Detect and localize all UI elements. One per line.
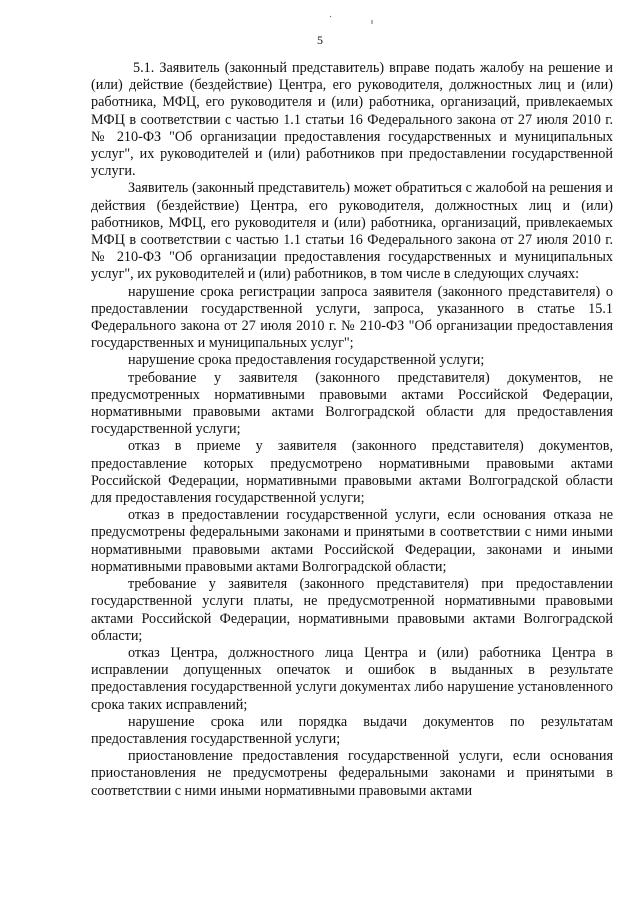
list-item-unlawful-fee: требование у заявителя (законного представителя) при предоставлении государственной услуги платы, не предусмотренной нормативными правовыми актами Российской Федерации, нормативными правовыми актами Волгоградской области; [91, 576, 613, 644]
paragraph-5-1: 5.1. Заявитель (законный представитель) вправе подать жалобу на решение и (или) действие (бездействие) Центра, его руководителя, должностных лиц и (или) работника, МФЦ, его руководителя и (или) работника, организаций, привлекаемых МФЦ в соответствии с частью 1.1 статьи 16 Федерального закона от 27 июля 2010 г. № 210-ФЗ "Об организации предоставления государственных и муниципальных услуг", их руководителей и (или) работников при предоставлении государственной услуги. [91, 60, 613, 180]
list-item-document-issuance-violation: нарушение срока или порядка выдачи документов по результатам предоставления государственной услуги; [91, 713, 613, 747]
list-item-correction-refusal: отказ Центра, должностного лица Центра и (или) работника Центра в исправлении допущенных опечаток и ошибок в выданных в результате предоставления государственной услуги документах либо нарушение установленного срока таких исправлений; [91, 644, 613, 713]
list-item-service-term-violation: нарушение срока предоставления государственной услуги; [128, 352, 485, 369]
page-number: 5 [317, 33, 323, 47]
list-item-document-acceptance-refusal: отказ в приеме у заявителя (законного представителя) документов, предоставление которых предусмотрено нормативными правовыми актами Российской Федерации, нормативными правовыми актами Волгоградской области для предоставления государственной услуги; [91, 438, 613, 507]
list-item-service-refusal: отказ в предоставлении государственной услуги, если основания отказа не предусмотрены федеральными законами и принятыми в соответствии с ними иными нормативными правовыми актами Российской Федерации, законами и иными нормативными правовыми актами Волгоградской области; [91, 507, 613, 575]
document-body [91, 60, 613, 800]
scan-artifact-mark [320, 8, 380, 26]
list-item-extra-documents-requirement: требование у заявителя (законного представителя) документов, не предусмотренных нормативными правовыми актами Российской Федерации, нормативными правовыми актами Волгоградской области для предоставления государственной услуги; [91, 369, 613, 438]
list-item-registration-violation: нарушение срока регистрации запроса заявителя (законного представителя) о предоставлении государственной услуги, запроса, указанного в статье 15.1 Федерального закона от 27 июля 2010 г. № 210-ФЗ "Об организации предоставления государственных и муниципальных услуг"; [91, 283, 613, 352]
paragraph-complaint-cases: Заявитель (законный представитель) может обратиться с жалобой на решения и действия (бездействие) Центра, его руководителя, должностных лиц и (или) работников, МФЦ, его руководителя и (или) работника, организаций, привлекаемых МФЦ в соответствии с частью 1.1 статьи 16 Федерального закона от 27 июля 2010 г. № 210-ФЗ "Об организации предоставления государственных и муниципальных услуг", их руководителей и (или) работников, в том числе в следующих случаях: [91, 180, 613, 283]
list-item-service-suspension: приостановление предоставления государственной услуги, если основания приостановления не предусмотрены федеральными законами и принятыми в соответствии с ними иными нормативными правовыми актами [91, 748, 613, 799]
